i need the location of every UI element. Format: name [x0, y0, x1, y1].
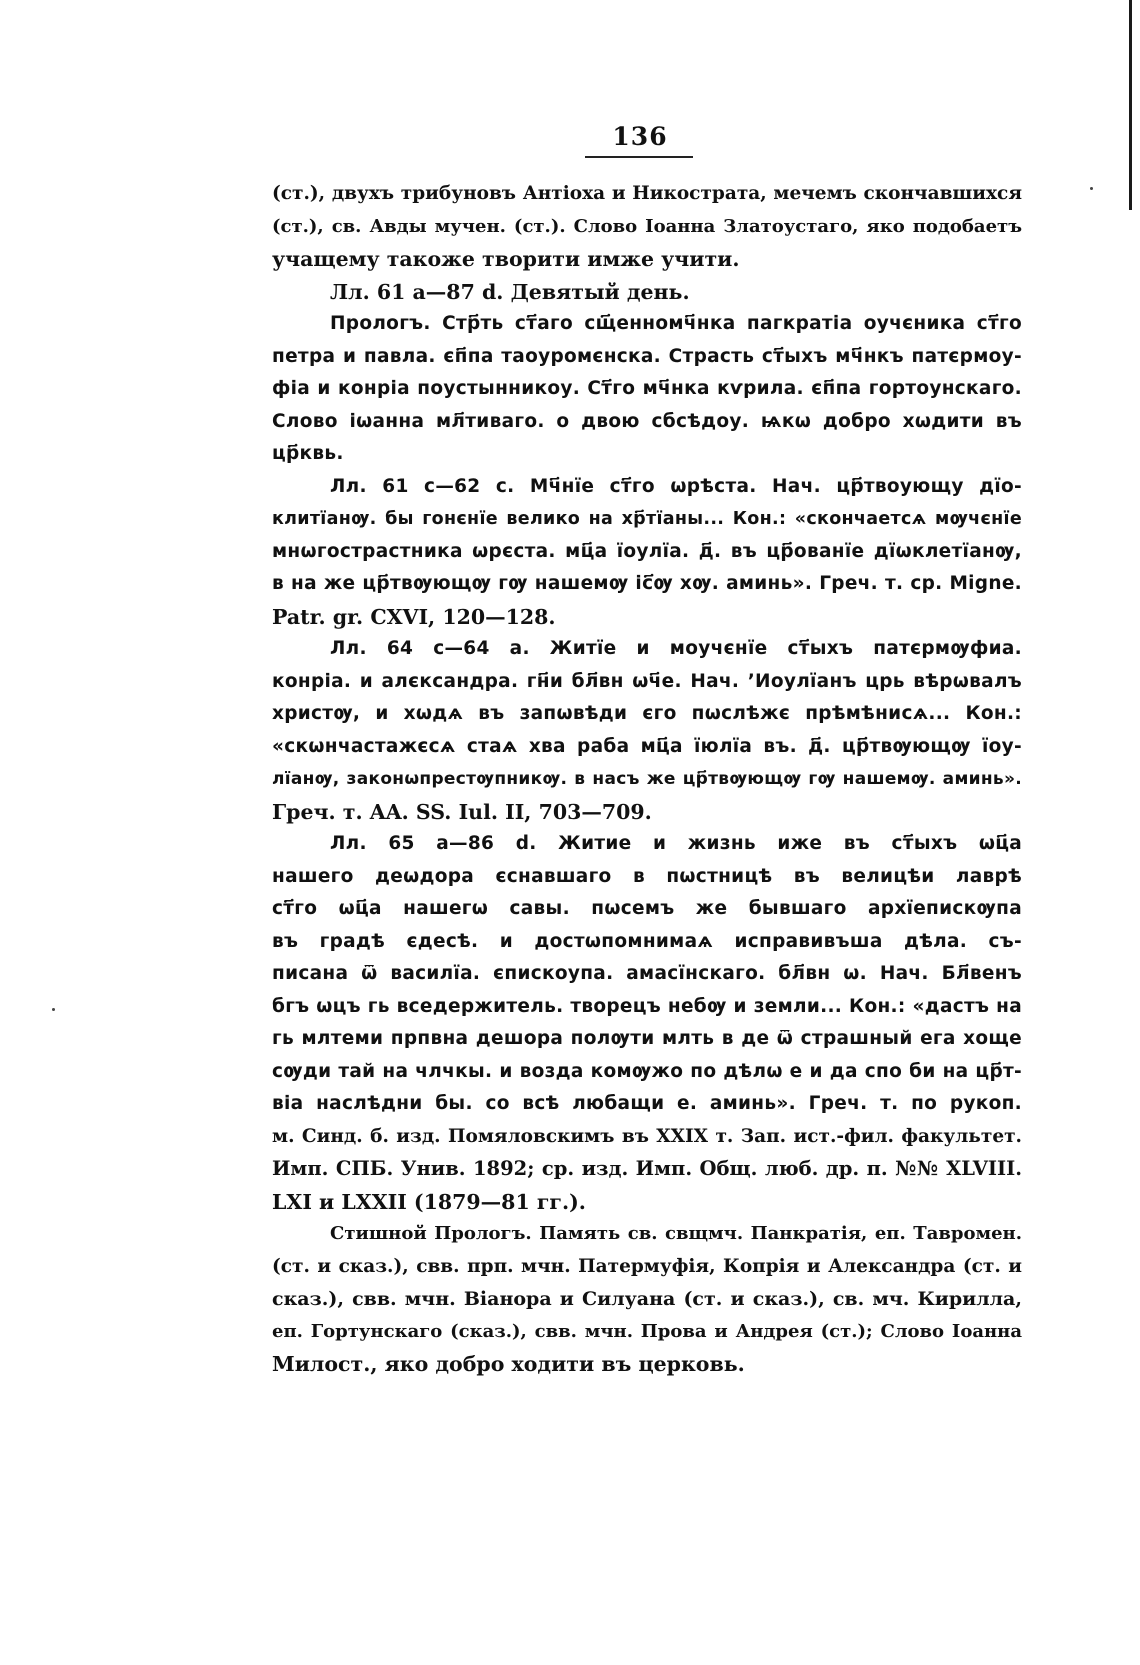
text-line: Прологъ. Стр҃ть ст҃аго сщ҃енномч҃нка пагкратіа оучєника ст҃го — [330, 313, 1022, 334]
text-line: Имп. СПБ. Унив. 1892; ср. изд. Имп. Общ. люб. др. п. №№ XLVIII. — [272, 1157, 1022, 1180]
text-line: въ градѣ єдесѣ. и достѡпомнимаѧ исправивъша дѣла. съ- — [272, 930, 1022, 952]
text-line: нашего деѡдора єснавшаго в пѡстницѣ въ велицѣи лаврѣ — [272, 865, 1022, 887]
text-line: (ст. и сказ.), свв. прп. мчн. Патермуфія, Копрія и Александра (ст. и — [272, 1255, 1022, 1277]
text-line: Слово іѡанна мл҃тиваго. о двою сбсѣдоу. ѩкѡ добро хѡдити въ — [272, 410, 1022, 432]
page-number: 136 — [612, 122, 668, 151]
text-line: «скѡнчастажєсѧ стаѧ хва раба мц҃а їюлїа въ. д҃. цр҃твѹющѹ їоу- — [272, 735, 1022, 757]
text-line: христѹ, и хѡдѧ въ запѡвѣди єго пѡслѣжє прѣмѣнисѧ... Кон.: — [272, 703, 1022, 724]
scan-speck — [52, 1008, 55, 1011]
text-line: мнѡгострастника ѡрєста. мц҃а їоулїа. д҃. въ цр҃ованїе дїѡклетїанѹ, — [272, 540, 1022, 562]
text-line: сѹди тай на члчкы. и возда комѹжо по дѣлѡ е и да спо би на цр҃т- — [272, 1060, 1022, 1082]
text-line: м. Синд. б. изд. Помяловскимъ въ XXIX т. Зап. ист.-фил. факультет. — [272, 1125, 1022, 1147]
scan-edge-shadow — [1129, 0, 1132, 210]
text-line: бгъ ѡцъ гь вседержитель. творецъ небѹ и земли... Кон.: «дастъ на — [272, 995, 1022, 1017]
text-line: еп. Гортунскаго (сказ.), свв. мчн. Прова и Андрея (ст.); Слово Іоанна — [272, 1320, 1022, 1342]
text-line: клитїанѹ. бы гонєнїе велико на хр҃тїаны... Кон.: «скончаетсѧ мѹчєнїе — [272, 509, 1022, 529]
text-line: Лл. 61 a—87 d. Девятый день. — [330, 279, 690, 304]
text-line: (ст.), двухъ трибуновъ Антіоха и Никострата, мечемъ скончавшихся — [272, 183, 1022, 204]
text-line: віа наслѣдни бы. со всѣ любащи е. аминь». Греч. т. по рукоп. — [272, 1093, 1022, 1114]
text-line: Милост., яко добро ходити въ церковь. — [272, 1352, 745, 1376]
text-line: учащему такоже творити имже учити. — [272, 247, 740, 271]
text-line: сказ.), свв. мчн. Віанора и Силуана (ст. и сказ.), св. мч. Кирилла, — [272, 1288, 1022, 1310]
text-line: писана ѿ василїа. єпискоупа. амасїнскаго. бл҃вн ѡ. Нач. Бл҃венъ — [272, 963, 1022, 984]
text-line: ст҃го ѡц҃а нашегѡ савы. пѡсемъ же бывшаго архїепискѹпа — [272, 898, 1022, 919]
text-line: лїанѹ, законѡпрестѹпникѹ. в насъ же цр҃твѹющѹ гѹ нашемѹ. аминь». — [272, 769, 1022, 789]
text-line: Стишной Прологъ. Память св. свщмч. Панкратія, еп. Тавромен. — [330, 1223, 1022, 1244]
text-line: конріа. и алєксандра. гн҃и бл҃вн ѡч҃е. Нач. ’Иоулїанъ црь вѣрѡвалъ — [272, 670, 1022, 692]
text-line: LXI и LXXII (1879—81 гг.). — [272, 1189, 586, 1214]
text-line: петра и павла. єп҃па таоуромєнска. Страсть ст҃ыхъ мч҃нкъ патєрмоу- — [272, 345, 1022, 367]
page-number-rule — [585, 156, 693, 158]
text-line: фіа и конріа поустынникоу. Ст҃го мч҃нка кѵрила. єп҃па гортоунскаго. — [272, 378, 1022, 399]
text-line: Лл. 65 a—86 d. Житие и жизнь иже въ ст҃ыхъ ѡц҃а — [330, 833, 1022, 854]
text-line: гь млтеми прпвна дешора полѹти млть в де ѿ страшный ега хоще — [272, 1028, 1022, 1049]
text-line: Греч. т. AA. SS. Iul. II, 703—709. — [272, 799, 652, 824]
text-line: Patr. gr. CXVI, 120—128. — [272, 604, 556, 629]
body-text — [272, 178, 1022, 1381]
scan-speck — [1090, 187, 1093, 190]
text-line: (ст.), св. Авды мучен. (ст.). Слово Іоанна Златоустаго, яко подобаетъ — [272, 215, 1022, 237]
text-line: Лл. 61 c—62 c. Мч҃нїе ст҃го ѡрѣста. Нач. цр҃твоующу дїо- — [330, 475, 1022, 497]
text-line: цр҃квь. — [272, 443, 344, 464]
text-line: Лл. 64 c—64 a. Житїе и моучєнїе ст҃ыхъ патєрмѹфиа. — [330, 638, 1022, 659]
text-line: в на же цр҃твѹющѹ гѹ нашемѹ іс҃ѹ хѹ. аминь». Греч. т. ср. Migne. — [272, 573, 1022, 594]
